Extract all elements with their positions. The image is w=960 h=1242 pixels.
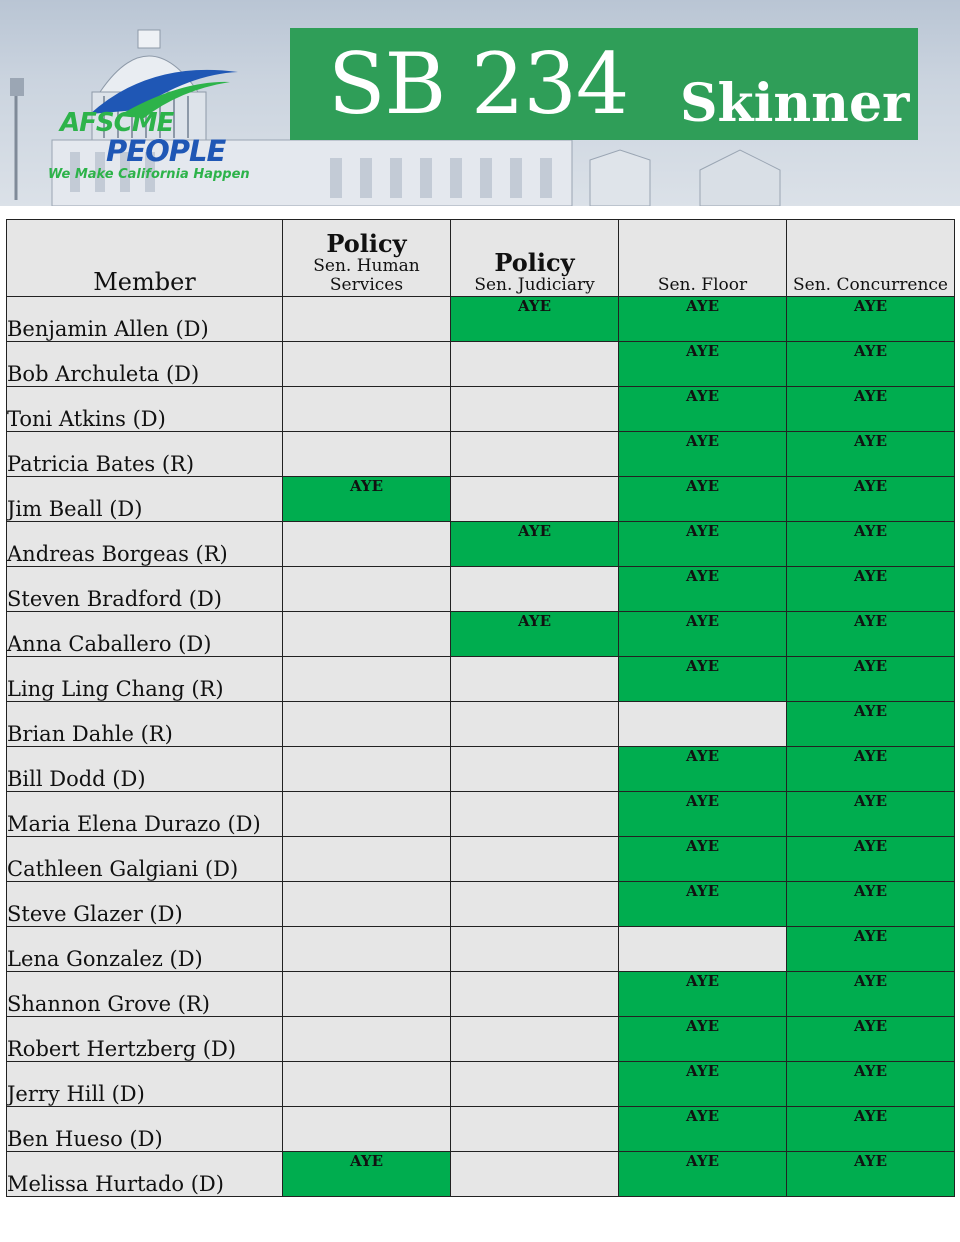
vote-cell: AYE <box>787 612 955 657</box>
vote-cell: AYE <box>787 297 955 342</box>
vote-cell <box>451 747 619 792</box>
vote-cell: AYE <box>787 342 955 387</box>
column-header-judiciary <box>451 220 619 297</box>
bill-author: Skinner <box>680 73 910 134</box>
vote-cell: AYE <box>619 1152 787 1197</box>
member-name: Benjamin Allen (D) <box>7 297 283 342</box>
vote-cell: AYE <box>787 702 955 747</box>
table-row <box>7 1152 955 1197</box>
vote-cell: AYE <box>619 1017 787 1062</box>
member-name: Shannon Grove (R) <box>7 972 283 1017</box>
vote-cell <box>619 702 787 747</box>
vote-cell <box>283 297 451 342</box>
column-header-floor <box>619 220 787 297</box>
vote-cell: AYE <box>787 522 955 567</box>
vote-cell: AYE <box>787 972 955 1017</box>
member-name: Anna Caballero (D) <box>7 612 283 657</box>
vote-cell: AYE <box>451 297 619 342</box>
vote-cell: AYE <box>787 567 955 612</box>
table-row <box>7 432 955 477</box>
vote-cell: AYE <box>619 747 787 792</box>
table-row <box>7 1017 955 1062</box>
table-row <box>7 342 955 387</box>
vote-cell: AYE <box>787 747 955 792</box>
table-row <box>7 522 955 567</box>
vote-cell: AYE <box>619 342 787 387</box>
vote-cell <box>619 927 787 972</box>
column-subheading: Sen. Concurrence <box>793 275 948 295</box>
member-name: Robert Hertzberg (D) <box>7 1017 283 1062</box>
vote-cell: AYE <box>787 477 955 522</box>
table-row <box>7 927 955 972</box>
member-name: Bill Dodd (D) <box>7 747 283 792</box>
member-name: Ben Hueso (D) <box>7 1107 283 1152</box>
vote-cell: AYE <box>787 927 955 972</box>
logo-people: PEOPLE <box>106 134 226 168</box>
vote-cell <box>283 882 451 927</box>
member-name: Brian Dahle (R) <box>7 702 283 747</box>
vote-cell <box>451 657 619 702</box>
vote-cell: AYE <box>619 882 787 927</box>
vote-cell <box>451 702 619 747</box>
table-row <box>7 612 955 657</box>
member-name: Steve Glazer (D) <box>7 882 283 927</box>
vote-cell: AYE <box>787 792 955 837</box>
vote-cell: AYE <box>619 387 787 432</box>
member-name: Patricia Bates (R) <box>7 432 283 477</box>
member-name: Melissa Hurtado (D) <box>7 1152 283 1197</box>
vote-cell <box>283 792 451 837</box>
member-name: Maria Elena Durazo (D) <box>7 792 283 837</box>
column-header-human-services <box>283 220 451 297</box>
vote-cell <box>283 927 451 972</box>
vote-cell <box>451 882 619 927</box>
vote-cell <box>451 342 619 387</box>
table-row <box>7 747 955 792</box>
vote-cell <box>283 1107 451 1152</box>
logo-tagline: We Make California Happen <box>48 167 250 182</box>
member-name: Jerry Hill (D) <box>7 1062 283 1107</box>
vote-cell <box>283 837 451 882</box>
member-name: Ling Ling Chang (R) <box>7 657 283 702</box>
vote-cell: AYE <box>451 522 619 567</box>
vote-cell: AYE <box>787 1152 955 1197</box>
member-name: Andreas Borgeas (R) <box>7 522 283 567</box>
member-name: Steven Bradford (D) <box>7 567 283 612</box>
table-row <box>7 837 955 882</box>
member-name: Jim Beall (D) <box>7 477 283 522</box>
vote-cell <box>451 1107 619 1152</box>
table-row <box>7 1062 955 1107</box>
vote-cell: AYE <box>451 612 619 657</box>
vote-cell <box>283 342 451 387</box>
bill-title <box>290 28 918 140</box>
vote-cell: AYE <box>619 792 787 837</box>
vote-cell: AYE <box>787 1062 955 1107</box>
vote-cell: AYE <box>619 657 787 702</box>
vote-cell: AYE <box>619 972 787 1017</box>
member-name: Bob Archuleta (D) <box>7 342 283 387</box>
vote-table-body <box>7 297 955 1197</box>
vote-cell <box>283 747 451 792</box>
vote-cell <box>283 567 451 612</box>
vote-cell: AYE <box>787 432 955 477</box>
vote-cell: AYE <box>787 1107 955 1152</box>
vote-cell: AYE <box>619 567 787 612</box>
bill-number: SB 234 <box>328 35 629 133</box>
vote-cell <box>451 1062 619 1107</box>
vote-cell: AYE <box>619 297 787 342</box>
table-header-row <box>7 220 955 297</box>
table-row <box>7 387 955 432</box>
table-row <box>7 882 955 927</box>
member-name: Cathleen Galgiani (D) <box>7 837 283 882</box>
vote-cell <box>451 1017 619 1062</box>
table-row <box>7 657 955 702</box>
vote-cell: AYE <box>619 837 787 882</box>
column-heading: Policy <box>326 229 407 258</box>
vote-cell <box>451 927 619 972</box>
header-banner <box>0 0 960 206</box>
table-row <box>7 792 955 837</box>
vote-cell: AYE <box>619 522 787 567</box>
table-row <box>7 477 955 522</box>
vote-cell: AYE <box>283 1152 451 1197</box>
vote-cell: AYE <box>787 1017 955 1062</box>
column-subheading: Sen. Judiciary <box>474 275 595 295</box>
vote-cell <box>451 972 619 1017</box>
vote-cell: AYE <box>619 432 787 477</box>
vote-cell <box>451 387 619 432</box>
vote-cell <box>451 1152 619 1197</box>
table-row <box>7 297 955 342</box>
vote-cell <box>451 567 619 612</box>
vote-cell: AYE <box>619 612 787 657</box>
table-row <box>7 972 955 1017</box>
vote-cell: AYE <box>787 837 955 882</box>
vote-cell <box>283 522 451 567</box>
column-subheading: Sen. Floor <box>657 275 748 295</box>
logo-afscme: AFSCME <box>60 108 174 138</box>
vote-cell: AYE <box>787 882 955 927</box>
member-name: Toni Atkins (D) <box>7 387 283 432</box>
vote-cell: AYE <box>619 1107 787 1152</box>
vote-cell <box>283 972 451 1017</box>
member-name: Lena Gonzalez (D) <box>7 927 283 972</box>
member-header: Member <box>7 220 283 297</box>
vote-cell: AYE <box>619 477 787 522</box>
vote-cell <box>451 477 619 522</box>
vote-cell <box>451 837 619 882</box>
vote-cell <box>283 612 451 657</box>
column-subheading: Sen. Human Services <box>313 256 420 295</box>
vote-cell: AYE <box>283 477 451 522</box>
vote-cell: AYE <box>787 387 955 432</box>
vote-cell <box>283 432 451 477</box>
vote-cell <box>451 792 619 837</box>
vote-cell <box>283 1062 451 1107</box>
table-row <box>7 702 955 747</box>
vote-cell <box>283 657 451 702</box>
column-header-concurrence <box>787 220 955 297</box>
vote-cell <box>451 432 619 477</box>
vote-cell <box>283 387 451 432</box>
vote-table <box>6 219 955 1197</box>
table-row <box>7 1107 955 1152</box>
vote-cell: AYE <box>787 657 955 702</box>
column-heading: Policy <box>494 248 575 277</box>
table-row <box>7 567 955 612</box>
vote-cell: AYE <box>619 1062 787 1107</box>
vote-cell <box>283 1017 451 1062</box>
vote-cell <box>283 702 451 747</box>
